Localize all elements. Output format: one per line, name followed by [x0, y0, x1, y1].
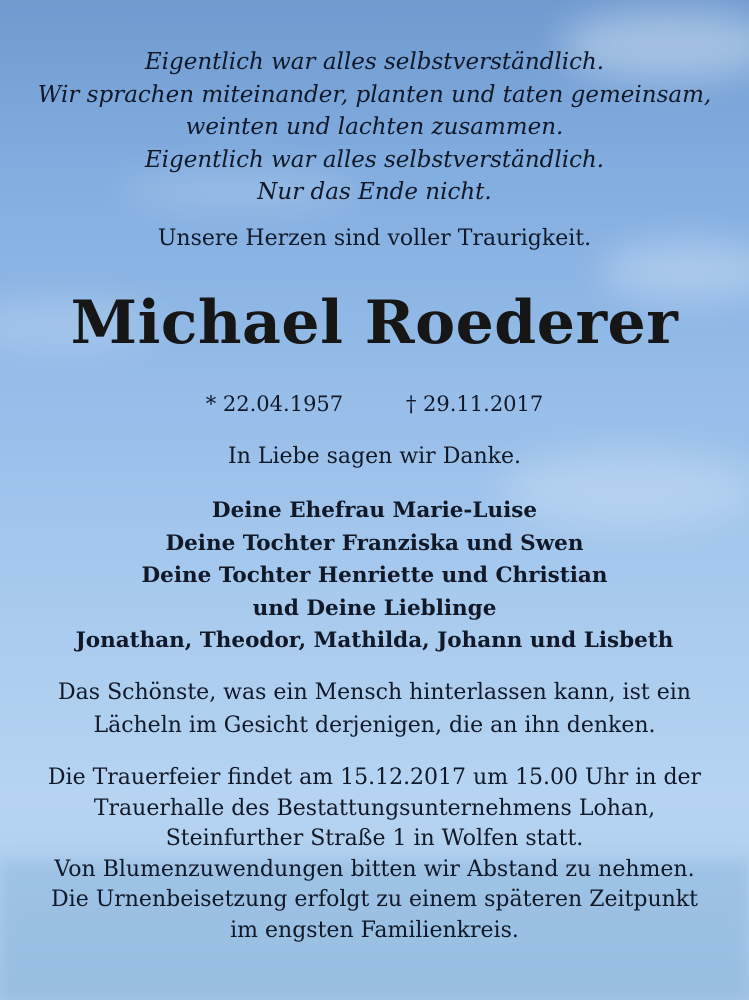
- thanks-text: In Liebe sagen wir Danke.: [228, 444, 521, 469]
- info-line: Trauerhalle des Bestattungsunternehmens Lohan,: [93, 795, 656, 821]
- poem-line: Wir sprachen miteinander, planten und taten gemeinsam,: [37, 81, 712, 108]
- quote-line: Das Schönste, was ein Mensch hinterlassen kann, ist ein: [58, 680, 691, 705]
- info-line: Die Trauerfeier findet am 15.12.2017 um 15.00 Uhr in der: [47, 765, 702, 790]
- deceased-name: Michael Roederer: [70, 288, 679, 358]
- mourner-line: Deine Tochter Henriette und Christian: [141, 563, 608, 588]
- mourner-line: Deine Tochter Franziska und Swen: [165, 530, 584, 556]
- quote-line: Lächeln im Gesicht derjenigen, die an ihn denken.: [93, 712, 656, 738]
- info-line: im engsten Familienkreis.: [230, 917, 519, 943]
- info-line: Von Blumenzuwendungen bitten wir Abstand zu nehmen.: [54, 856, 695, 882]
- mourner-line: und Deine Lieblinge: [252, 595, 497, 621]
- poem: [0, 46, 749, 209]
- poem-line: Nur das Ende nicht.: [257, 179, 492, 205]
- mourner-line: Jonathan, Theodor, Mathilda, Johann und Lisbeth: [75, 628, 674, 653]
- birth-date: * 22.04.1957: [205, 392, 344, 416]
- mourners-list: [0, 495, 749, 658]
- info-line: Steinfurther Straße 1 in Wolfen statt.: [165, 826, 584, 851]
- life-dates: [0, 392, 749, 416]
- funeral-info: [0, 763, 749, 946]
- mourner-line: Deine Ehefrau Marie-Luise: [211, 498, 538, 523]
- poem-line: Eigentlich war alles selbstverständlich.: [144, 146, 605, 173]
- intro-text: Unsere Herzen sind voller Traurigkeit.: [157, 226, 592, 251]
- poem-line: Eigentlich war alles selbstverständlich.: [144, 49, 605, 75]
- info-line: Die Urnenbeisetzung erfolgt zu einem späteren Zeitpunkt: [51, 887, 698, 912]
- quote: [0, 677, 749, 742]
- poem-line: weinten und lachten zusammen.: [185, 114, 564, 140]
- death-date: † 29.11.2017: [405, 392, 544, 416]
